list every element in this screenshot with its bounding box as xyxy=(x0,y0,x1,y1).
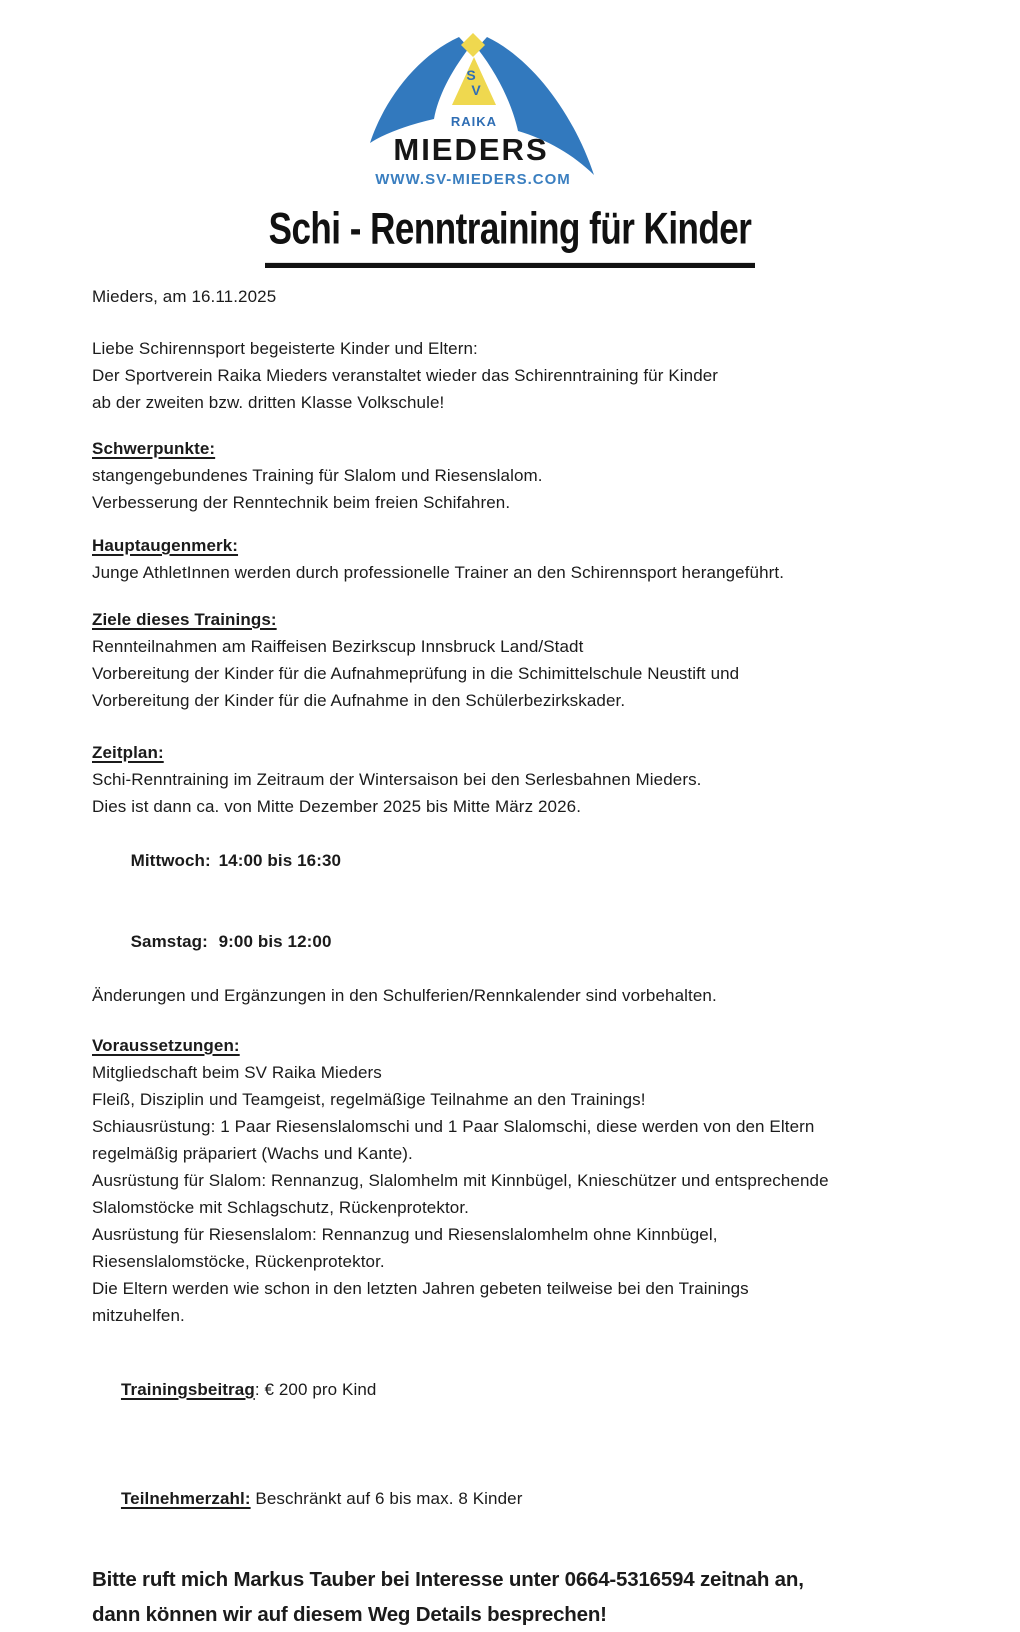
section-text-line: Ausrüstung für Riesenslalom: Rennanzug und Riesenslalomhelm ohne Kinnbügel, xyxy=(92,1225,718,1244)
schedule-note: Änderungen und Ergänzungen in den Schulferien/Rennkalender sind vorbehalten. xyxy=(92,986,717,1005)
section-heading-voraussetzungen: Voraussetzungen: xyxy=(92,1036,240,1055)
intro-line: Liebe Schirennsport begeisterte Kinder und Eltern: xyxy=(92,339,478,358)
intro-line: Der Sportverein Raika Mieders veranstaltet wieder das Schirenntraining für Kinder xyxy=(92,366,719,385)
intro-line: ab der zweiten bzw. dritten Klasse Volkschule! xyxy=(92,393,445,412)
section-zeitplan xyxy=(92,739,1020,1009)
teilnehmerzahl-label: Teilnehmerzahl: xyxy=(120,1489,251,1508)
section-text-line: Junge AthletInnen werden durch professionelle Trainer an den Schirennsport herangeführt. xyxy=(92,563,785,582)
trainingsbeitrag-line xyxy=(92,1349,1020,1430)
schedule-day: Samstag: xyxy=(130,932,208,951)
schedule-row-samstag xyxy=(92,901,1020,982)
title-row xyxy=(0,204,1020,268)
section-text-line: Die Eltern werden wie schon in den letzten Jahren gebeten teilweise bei den Trainings xyxy=(92,1279,749,1298)
document-body xyxy=(0,283,1020,1632)
section-heading-zeitplan: Zeitplan: xyxy=(92,743,164,762)
section-text-line: Dies ist dann ca. von Mitte Dezember 2025 bis Mitte März 2026. xyxy=(92,797,582,816)
teilnehmerzahl-value: Beschränkt auf 6 bis max. 8 Kinder xyxy=(250,1489,523,1508)
logo-club-name: MIEDERS xyxy=(393,132,549,167)
schedule-time: 9:00 bis 12:00 xyxy=(218,932,332,951)
schedule-row-mittwoch xyxy=(92,820,1020,901)
logo-sv-letter-s: S xyxy=(466,67,476,83)
section-text-line: Riesenslalomstöcke, Rückenprotektor. xyxy=(92,1252,385,1271)
date-line: Mieders, am 16.11.2025 xyxy=(92,287,277,306)
section-text-line: stangengebundenes Training für Slalom und Riesenslalom. xyxy=(92,466,543,485)
section-text-line: mitzuhelfen. xyxy=(92,1306,185,1325)
section-text-line: Vorbereitung der Kinder für die Aufnahme in den Schülerbezirkskader. xyxy=(92,691,626,710)
intro-paragraph xyxy=(92,335,1020,416)
closing-line: dann können wir auf diesem Weg Details besprechen! xyxy=(92,1603,607,1626)
section-text-line: Vorbereitung der Kinder für die Aufnahmeprüfung in die Schimittelschule Neustift und xyxy=(92,664,740,683)
section-text-line: Slalomstöcke mit Schlagschutz, Rückenprotektor. xyxy=(92,1198,469,1217)
section-voraussetzungen xyxy=(92,1032,1020,1329)
section-text-line: regelmäßig präpariert (Wachs und Kante). xyxy=(92,1144,413,1163)
schedule-day: Mittwoch: xyxy=(130,851,211,870)
section-text-line: Schi-Renntraining im Zeitraum der Wintersaison bei den Serlesbahnen Mieders. xyxy=(92,770,702,789)
section-schwerpunkte xyxy=(92,435,1020,516)
section-text-line: Schiausrüstung: 1 Paar Riesenslalomschi und 1 Paar Slalomschi, diese werden von den Eltern xyxy=(92,1117,815,1136)
section-text-line: Verbesserung der Renntechnik beim freien Schifahren. xyxy=(92,493,511,512)
club-logo-graphic xyxy=(367,33,597,208)
closing-line: Bitte ruft mich Markus Tauber bei Interesse unter 0664-5316594 zeitnah an, xyxy=(92,1568,804,1591)
section-hauptaugenmerk xyxy=(92,532,1020,586)
club-logo xyxy=(367,33,597,208)
section-text-line: Fleiß, Disziplin und Teamgeist, regelmäßige Teilnahme an den Trainings! xyxy=(92,1090,646,1109)
trainingsbeitrag-label: Trainingsbeitrag xyxy=(120,1380,255,1399)
closing-paragraph xyxy=(92,1562,1020,1632)
teilnehmerzahl-line xyxy=(92,1458,1020,1539)
logo-website-url: WWW.SV-MIEDERS.COM xyxy=(375,171,571,188)
section-text-line: Rennteilnahmen am Raiffeisen Bezirkscup Innsbruck Land/Stadt xyxy=(92,637,584,656)
flyer-page xyxy=(0,33,1020,1626)
section-ziele xyxy=(92,606,1020,714)
page-title: Schi - Renntraining für Kinder xyxy=(265,204,756,268)
section-heading-hauptaugenmerk: Hauptaugenmerk: xyxy=(92,536,239,555)
schedule-time: 14:00 bis 16:30 xyxy=(218,851,342,870)
section-heading-ziele: Ziele dieses Trainings: xyxy=(92,610,277,629)
section-text-line: Ausrüstung für Slalom: Rennanzug, Slalomhelm mit Kinnbügel, Knieschützer und entsprechende xyxy=(92,1171,829,1190)
section-heading-schwerpunkte: Schwerpunkte: xyxy=(92,439,216,458)
trainingsbeitrag-value: : € 200 pro Kind xyxy=(254,1380,377,1399)
section-text-line: Mitgliedschaft beim SV Raika Mieders xyxy=(92,1063,382,1082)
logo-sv-letter-v: V xyxy=(471,82,481,98)
logo-raika-text: RAIKA xyxy=(450,114,498,129)
